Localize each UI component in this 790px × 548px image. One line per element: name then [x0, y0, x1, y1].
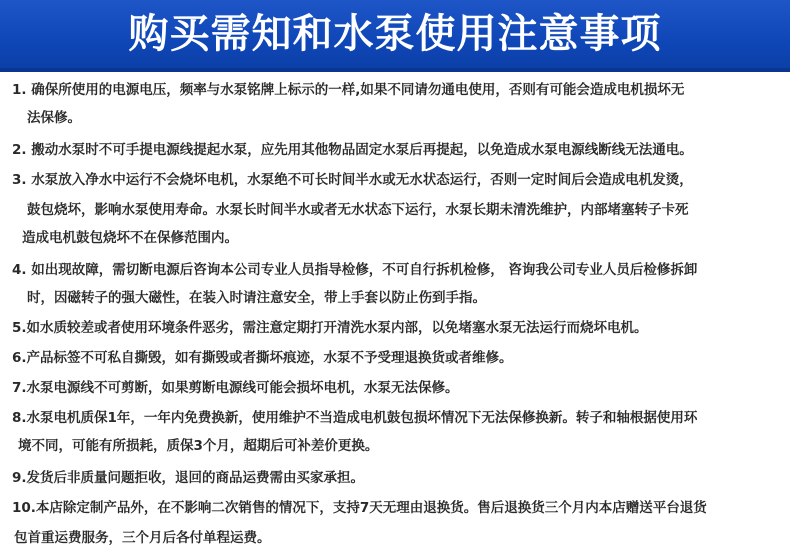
note-6-line-1: 6.产品标签不可私自撕毁，如有撕毁或者撕坏痕迹，水泵不予受理退换货或者维修。 — [12, 350, 513, 366]
note-2-line-1: 2. 搬动水泵时不可手提电源线提起水泵，应先用其他物品固定水泵后再提起，以免造成水泵电源线断线无法通电。 — [12, 142, 693, 158]
note-1-line-1: 1. 确保所使用的电源电压，频率与水泵铭牌上标示的一样,如果不同请勿通电使用，否则有可能会造成电机损坏无 — [12, 82, 685, 98]
note-8-line-1: 8.水泵电机质保1年，一年内免费换新，使用维护不当造成电机鼓包损坏情况下无法保修换新。转子和轴根据使用环 — [12, 410, 698, 426]
note-3-line-2: 鼓包烧坏，影响水泵使用寿命。水泵长时间半水或者无水状态下运行，水泵长期未清洗维护，内部堵塞转子卡死 — [27, 202, 689, 218]
note-3-line-3: 造成电机鼓包烧坏不在保修范围内。 — [22, 230, 238, 246]
note-5-line-1: 5.如水质较差或者使用环境条件恶劣，需注意定期打开清洗水泵内部，以免堵塞水泵无法运行而烧坏电机。 — [12, 320, 648, 336]
note-10-line-2: 包首重运费服务，三个月后各付单程运费。 — [14, 530, 271, 546]
note-3-line-1: 3. 水泵放入净水中运行不会烧坏电机，水泵绝不可长时间半水或无水状态运行，否则一定时间后会造成电机发烫， — [12, 172, 693, 188]
note-10-line-1: 10.本店除定制产品外，在不影响二次销售的情况下，支持7天无理由退换货。售后退换货三个月内本店赠送平台退货 — [12, 500, 707, 516]
page-title: 购买需知和水泵使用注意事项 — [128, 11, 662, 57]
note-1-line-2: 法保修。 — [27, 110, 81, 126]
note-8-line-2: 境不同，可能有所损耗，质保3个月，超期后可补差价更换。 — [18, 438, 379, 454]
note-4-line-2: 时，因磁转子的强大磁性，在装入时请注意安全，带上手套以防止伤到手指。 — [27, 290, 486, 306]
note-9-line-1: 9.发货后非质量问题拒收，退回的商品运费需由买家承担。 — [12, 470, 365, 486]
note-7-line-1: 7.水泵电源线不可剪断，如果剪断电源线可能会损坏电机，水泵无法保修。 — [12, 380, 459, 396]
title-banner — [0, 0, 790, 72]
note-4-line-1: 4. 如出现故障，需切断电源后咨询本公司专业人员指导检修，不可自行拆机检修， 咨询我公司专业人员后检修拆卸 — [12, 262, 698, 278]
